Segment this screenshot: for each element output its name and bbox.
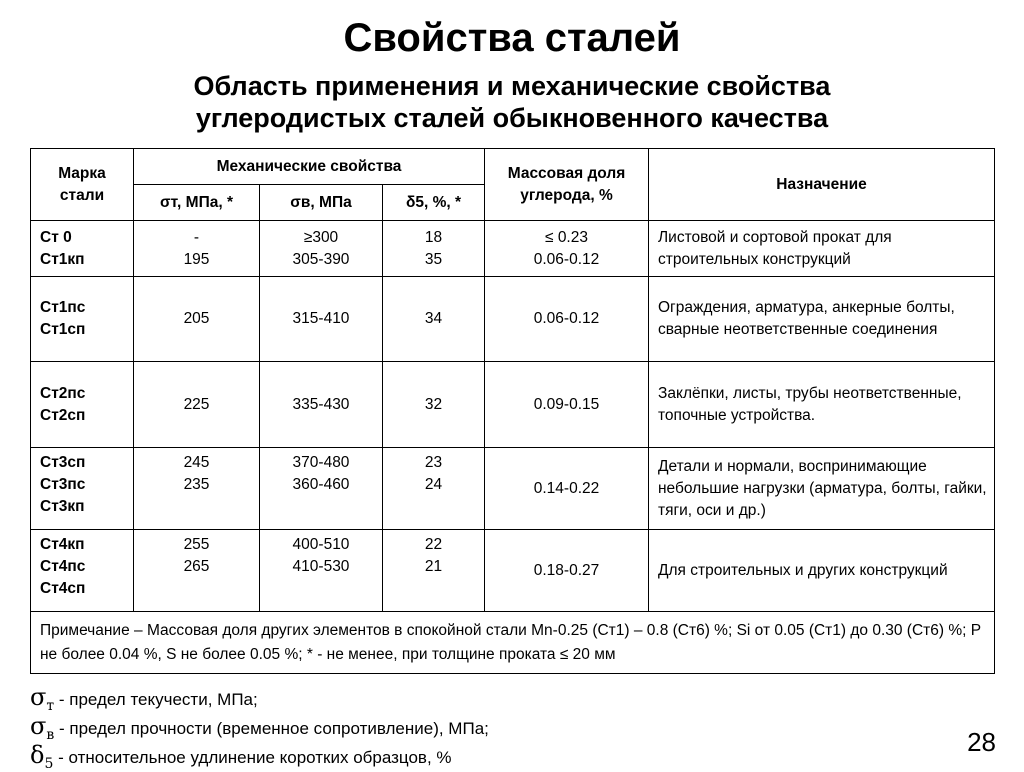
cell-sigma-t: - 195 (134, 221, 260, 277)
cell-purpose: Для строительных и других конструкций (649, 530, 995, 612)
cell-sigma-v: 315-410 (260, 277, 383, 362)
cell-sigma-v: 335-430 (260, 362, 383, 448)
cell-delta5: 22 21 (383, 530, 485, 612)
cell-purpose: Заклёпки, листы, трубы неответственные, топочные устройства. (649, 362, 995, 448)
cell-purpose: Детали и нормали, воспринимающие небольшие нагрузки (арматура, болты, гайки, тяги, оси и др.) (649, 448, 995, 530)
header-delta5: δ5, %, * (383, 185, 485, 221)
cell-grade: Ст2пс Ст2сп (31, 362, 134, 448)
cell-carbon: 0.06-0.12 (485, 277, 649, 362)
subtitle-line-1: Область применения и механические свойства (193, 71, 831, 101)
legend-subscript: 5 (44, 756, 54, 772)
legend-symbol: σ (30, 712, 47, 740)
legend-item (30, 685, 489, 714)
cell-sigma-v: 370-480 360-460 (260, 448, 383, 530)
table-note: Примечание – Массовая доля других элементов в спокойной стали Mn-0.25 (Ст1) – 0.8 (Ст6) %; Si от 0.05 (Ст1) до 0.30 (Ст6) %; P не более 0.04 %, S не более 0.05 %; * - не менее, при толщине проката ≤ 20 мм (31, 612, 995, 674)
header-mechanical: Механические свойства (134, 149, 485, 185)
cell-purpose: Ограждения, арматура, анкерные болты, сварные неответственные соединения (649, 277, 995, 362)
subtitle-line-2: углеродистых сталей обыкновенного качества (195, 103, 829, 133)
cell-carbon: 0.18-0.27 (485, 530, 649, 612)
cell-carbon: 0.14-0.22 (485, 448, 649, 530)
legend-text: - предел текучести, МПа; (54, 690, 258, 709)
cell-sigma-t: 205 (134, 277, 260, 362)
cell-sigma-t: 255 265 (134, 530, 260, 612)
cell-delta5: 23 24 (383, 448, 485, 530)
steel-properties-table (30, 148, 995, 674)
cell-delta5: 34 (383, 277, 485, 362)
header-grade: Марка стали (31, 149, 134, 221)
legend-symbol: δ (30, 741, 45, 769)
legend-subscript: в (46, 727, 55, 743)
legend-text: - предел прочности (временное сопротивление), МПа; (54, 719, 489, 738)
legend-item (30, 743, 489, 772)
table-note-row (31, 612, 995, 674)
table-row (31, 362, 995, 448)
table-row (31, 448, 995, 530)
cell-grade: Ст 0 Ст1кп (31, 221, 134, 277)
table-row (31, 277, 995, 362)
cell-carbon: 0.09-0.15 (485, 362, 649, 448)
slide-title: Свойства сталей (343, 16, 681, 60)
cell-sigma-v: 400-510 410-530 (260, 530, 383, 612)
legend-item (30, 714, 489, 743)
cell-purpose: Листовой и сортовой прокат для строительных конструкций (649, 221, 995, 277)
cell-delta5: 32 (383, 362, 485, 448)
cell-delta5: 18 35 (383, 221, 485, 277)
cell-sigma-t: 245 235 (134, 448, 260, 530)
header-sigma-v: σв, МПа (260, 185, 383, 221)
legend-symbol: σ (30, 683, 47, 711)
header-sigma-t: σт, МПа, * (134, 185, 260, 221)
table-row (31, 221, 995, 277)
symbol-legend (30, 685, 489, 772)
slide-subtitle (0, 70, 1024, 134)
cell-carbon: ≤ 0.23 0.06-0.12 (485, 221, 649, 277)
page-number: 28 (967, 727, 996, 757)
legend-text: - относительное удлинение коротких образцов, % (53, 748, 452, 767)
cell-sigma-v: ≥300 305-390 (260, 221, 383, 277)
table-row (31, 530, 995, 612)
header-purpose: Назначение (649, 149, 995, 221)
header-carbon: Массовая доля углерода, % (485, 149, 649, 221)
cell-grade: Ст3сп Ст3пс Ст3кп (31, 448, 134, 530)
cell-grade: Ст1пс Ст1сп (31, 277, 134, 362)
cell-grade: Ст4кп Ст4пс Ст4сп (31, 530, 134, 612)
cell-sigma-t: 225 (134, 362, 260, 448)
legend-subscript: т (46, 698, 55, 714)
